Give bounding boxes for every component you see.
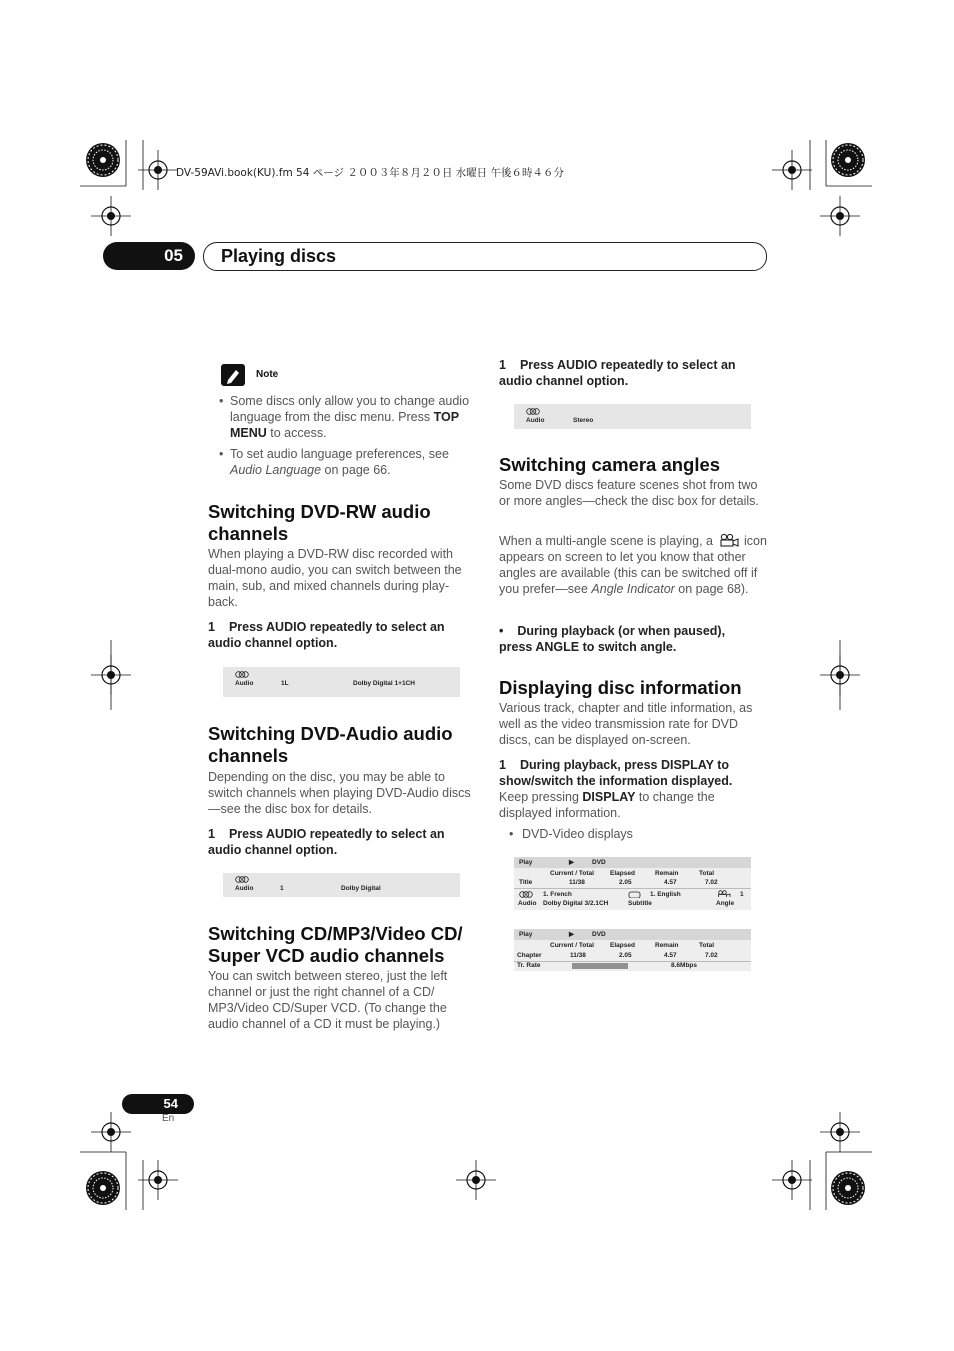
camera-step: • During playback (or when paused), press ANGLE to switch angle.	[499, 624, 726, 654]
osd-play-arrow: ▶	[569, 859, 574, 866]
osd-total: 7.02	[705, 879, 718, 886]
registration-sun-icon	[831, 1171, 865, 1205]
stereo-osd	[514, 404, 751, 429]
heading-info: Displaying disc information	[499, 677, 742, 698]
osd-col-remain: Remain	[655, 942, 679, 949]
osd-col-current: Current / Total	[550, 870, 594, 877]
registration-sun-icon	[86, 1171, 120, 1205]
osd-subtitle-value: 1. English	[650, 891, 681, 898]
audio-icon	[519, 891, 533, 898]
registration-target-icon	[820, 1112, 860, 1152]
registration-target-icon	[91, 1112, 131, 1152]
osd-col-remain: Remain	[655, 870, 679, 877]
registration-sun-icon	[86, 143, 120, 177]
osd-current: 11/38	[569, 879, 585, 886]
osd-audio-format: Dolby Digital 3/2.1CH	[543, 900, 609, 907]
registration-target-icon	[138, 150, 178, 190]
page-number-badge	[122, 1094, 194, 1114]
page-language: En	[162, 1113, 175, 1124]
osd-col-total: Total	[699, 870, 715, 877]
osd-col-elapsed: Elapsed	[610, 870, 635, 877]
osd-value-1: 1	[280, 885, 284, 892]
osd-value-2: Dolby Digital	[341, 885, 381, 892]
osd-disc: DVD	[592, 859, 606, 866]
info-step: 1 During playback, press DISPLAY to show/switch the information displayed.	[499, 758, 733, 788]
osd-elapsed: 2.05	[619, 952, 632, 959]
dvdaudio-body: Depending on the disc, you may be able to switch channels when playing DVD-Audio discs—see the disc box for details.	[208, 770, 471, 816]
note-bullet-2: • To set audio language preferences, see Audio Language on page 66.	[219, 447, 449, 477]
audio-icon	[235, 671, 249, 678]
camera-angle-icon	[719, 533, 739, 547]
chapter-number: 05	[164, 246, 183, 265]
cd-body: You can switch between stereo, just the left channel or just the right channel of a CD/ MP3/Video CD/Super VCD. (To change the audio channel of a CD it must be playing.)	[208, 969, 448, 1031]
osd-rate-label: Tr. Rate	[517, 962, 541, 969]
page-number: 54	[163, 1096, 178, 1111]
dvdaudio-step: 1 Press AUDIO repeatedly to select an audio channel option.	[208, 827, 445, 857]
note-pencil-icon	[221, 364, 245, 386]
audio-icon	[526, 408, 540, 415]
registration-target-icon	[820, 196, 860, 236]
chapter-info-osd	[514, 929, 751, 971]
registration-sun-icon	[831, 143, 865, 177]
osd-row-label: Chapter	[517, 952, 542, 959]
osd-play-arrow: ▶	[569, 931, 574, 938]
osd-remain: 4.57	[664, 952, 677, 959]
osd-angle-value: 1	[740, 891, 744, 898]
angle-icon	[717, 890, 731, 897]
osd-remain: 4.57	[664, 879, 677, 886]
file-info-line: DV-59AVi.book(KU).fm 54 ページ ２００３年８月２０日 水曜日 午後６時４６分	[176, 167, 565, 179]
bitrate-meter-icon	[572, 962, 632, 970]
dvdaudio-osd	[223, 873, 460, 897]
chapter-title: Playing discs	[221, 246, 337, 266]
registration-target-icon	[91, 196, 131, 236]
osd-value-1: 1L	[281, 680, 289, 687]
osd-value-2: Dolby Digital 1+1CH	[353, 680, 415, 687]
audio-icon	[235, 876, 249, 883]
camera-body-1: Some DVD discs feature scenes shot from two or more angles—check the disc box for details.	[499, 478, 759, 508]
osd-total: 7.02	[705, 952, 718, 959]
registration-target-icon	[772, 1160, 812, 1200]
heading-camera: Switching camera angles	[499, 454, 721, 475]
osd-col-total: Total	[699, 942, 715, 949]
registration-target-icon	[772, 150, 812, 190]
osd-audio-value: 1. French	[543, 891, 572, 898]
osd-angle-label: Angle	[716, 900, 735, 907]
note-label: Note	[256, 369, 279, 380]
audio-step: 1 Press AUDIO repeatedly to select an audio channel option.	[499, 358, 736, 388]
osd-play: Play	[519, 931, 533, 938]
chapter-number-badge	[103, 242, 195, 270]
heading-dvdaudio: Switching DVD-Audio audio channels	[208, 723, 453, 766]
osd-audio-label: Audio	[526, 417, 545, 424]
heading-cd: Switching CD/MP3/Video CD/ Super VCD audio channels	[208, 923, 463, 966]
heading-dvdrw: Switching DVD-RW audio channels	[208, 501, 431, 544]
info-keep: Keep pressing DISPLAY to change the displayed information.	[499, 790, 715, 820]
dvdrw-body: When playing a DVD-RW disc recorded with dual-mono audio, you can switch between the main, sub, and mixed channels during play-back.	[208, 547, 462, 609]
dvdrw-step: 1 Press AUDIO repeatedly to select an audio channel option.	[208, 620, 445, 650]
camera-body-2: When a multi-angle scene is playing, a icon appears on screen to let you know that other angles are available (this can be switched off if you prefer—see Angle Indicator on page 68).	[499, 534, 767, 596]
registration-target-icon	[456, 1160, 496, 1200]
subtitle-icon	[628, 891, 642, 898]
info-body: Various track, chapter and title information, as well as the video transmission rate for DVD discs, can be displayed on-screen.	[499, 701, 753, 747]
dvdrw-osd	[223, 667, 460, 697]
osd-audio-label: Audio	[518, 900, 537, 907]
note-bullet-1: • Some discs only allow you to change audio language from the disc menu. Press TOP MENU to access.	[219, 394, 470, 440]
title-info-osd	[514, 857, 751, 910]
osd-value: Stereo	[573, 417, 594, 424]
osd-disc: DVD	[592, 931, 606, 938]
osd-subtitle-label: Subtitle	[628, 900, 652, 907]
info-bullet: • DVD-Video displays	[509, 827, 633, 841]
osd-audio-label: Audio	[235, 680, 254, 687]
registration-target-icon	[138, 1160, 178, 1200]
osd-col-elapsed: Elapsed	[610, 942, 635, 949]
osd-audio-label: Audio	[235, 885, 254, 892]
osd-elapsed: 2.05	[619, 879, 632, 886]
osd-current: 11/38	[570, 952, 586, 959]
osd-rate-value: 8.6Mbps	[671, 962, 698, 969]
osd-col-current: Current / Total	[550, 942, 594, 949]
osd-row-label: Title	[519, 879, 533, 886]
osd-play: Play	[519, 859, 533, 866]
